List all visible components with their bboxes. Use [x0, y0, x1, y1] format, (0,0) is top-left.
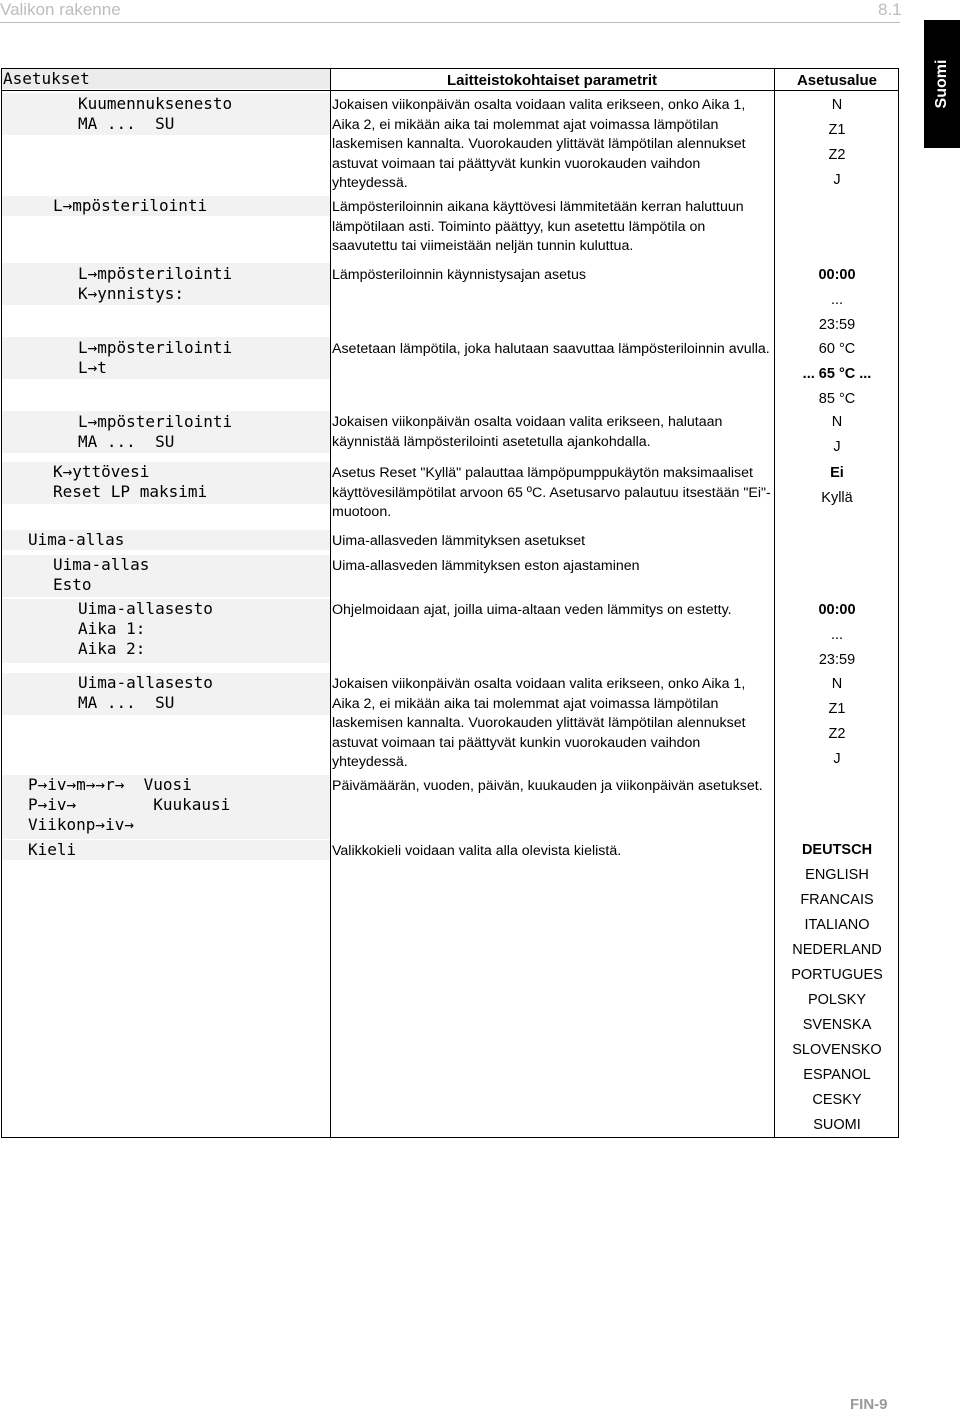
- value-item: POLSKY: [807, 992, 867, 1008]
- description-header: Laitteistokohtaiset parametrit: [446, 72, 658, 89]
- value-item: ...: [830, 627, 844, 643]
- value-item: Z2: [828, 726, 846, 742]
- value-item-default: DEUTSCH: [801, 842, 873, 858]
- value-item: Z1: [828, 701, 846, 717]
- description-pool-block-days: Jokaisen viikonpäivän osalta voidaan valita erikseen, onko Aika 1, Aika 2, ei mikään aika tai molemmat ajat voimassa lämpötilan laskemisen kannalta. Vuorokauden ylittävät lämpötilan alennukset astuvat voimaan tai päättyvät kunkin vuorokauden vaihdon yhteydessä.: [332, 676, 746, 770]
- description-overheat-protection: Jokaisen viikonpäivän osalta voidaan valita erikseen, onko Aika 1, Aika 2, ei mikään aika tai molemmat ajat voimassa lämpötilan laskemisen kannalta. Vuorokauden ylittävät lämpötilan alennukset astuvat voimaan tai päättyvät kunkin vuorokauden vaihdon yhteydessä.: [332, 97, 746, 191]
- value-item: J: [833, 751, 841, 767]
- value-item: SVENSKA: [802, 1017, 872, 1033]
- menu-item-disinfection-temp: L→mpösterilointi L→t: [78, 338, 233, 377]
- value-item: NEDERLAND: [792, 942, 882, 958]
- menu-item-pool-block-days: Uima-allasesto MA ... SU: [78, 673, 213, 712]
- value-item-default: ... 65 °C ...: [802, 366, 872, 382]
- values-disinfection-temp: [776, 337, 898, 412]
- value-item: Kyllä: [821, 490, 853, 506]
- menu-item-pool: Uima-allas: [28, 530, 125, 549]
- column-divider-2: [774, 69, 775, 1137]
- description-date: Päivämäärän, vuoden, päivän, kuukauden ja viikonpäivän asetukset.: [332, 778, 763, 794]
- value-item-default: 00:00: [818, 267, 856, 283]
- menu-item-date: P→iv→m→→r→ Vuosi P→iv→ Kuukausi Viikonp→iv→: [28, 775, 231, 834]
- description-disinfection-days: Jokaisen viikonpäivän osalta voidaan valita erikseen, halutaan käynnistää lämpösterilointi asetetulla ajankohdalla.: [332, 414, 723, 450]
- menu-item-hot-water-reset: K→yttövesi Reset LP maksimi: [53, 462, 208, 501]
- value-item: 23:59: [818, 652, 856, 668]
- menu-header: Asetukset: [3, 69, 90, 88]
- column-divider-1: [330, 69, 331, 1137]
- values-pool-block-days: [776, 672, 898, 772]
- value-item: SLOVENSKO: [792, 1042, 882, 1058]
- values-disinfection-days: [776, 410, 898, 460]
- value-item: J: [833, 439, 841, 455]
- values-pool-block-times: [776, 598, 898, 673]
- values-hot-water-reset: [776, 461, 898, 511]
- menu-item-pool-block: Uima-allas Esto: [53, 555, 150, 594]
- value-item: N: [831, 97, 843, 113]
- description-pool: Uima-allasveden lämmityksen asetukset: [332, 533, 586, 549]
- values-disinfection-start: [776, 263, 898, 338]
- value-item: PORTUGUES: [791, 967, 883, 983]
- description-disinfection-temp: Asetetaan lämpötila, joka halutaan saavuttaa lämpösteriloinnin avulla.: [332, 341, 770, 357]
- menu-item-language: Kieli: [28, 840, 77, 859]
- value-item: ...: [830, 292, 844, 308]
- language-tab: [924, 20, 960, 148]
- menu-item-thermal-disinfection: L→mpösterilointi: [53, 196, 208, 215]
- description-hot-water-reset: Asetus Reset "Kyllä" palauttaa lämpöpumppukäytön maksimaaliset käyttövesilämpötilat arvoon 65 ºC. Asetusarvo palautuu itsestään "Ei"-muotoon.: [332, 465, 771, 520]
- menu-item-overheat-protection: Kuumennuksenesto MA ... SU: [78, 94, 233, 133]
- page-number: FIN-9: [850, 1396, 888, 1413]
- description-pool-block-times: Ohjelmoidaan ajat, joilla uima-altaan veden lämmitys on estetty.: [332, 602, 732, 618]
- value-item: N: [831, 676, 843, 692]
- description-language: Valikkokieli voidaan valita alla olevista kielistä.: [332, 843, 622, 859]
- value-item: FRANCAIS: [800, 892, 874, 908]
- menu-item-disinfection-days: L→mpösterilointi MA ... SU: [78, 412, 233, 451]
- value-item: 23:59: [818, 317, 856, 333]
- page-header-section: 8.1: [878, 0, 902, 19]
- value-item: J: [833, 172, 841, 188]
- description-disinfection-start: Lämpösteriloinnin käynnistysajan asetus: [332, 267, 586, 283]
- description-pool-block: Uima-allasveden lämmityksen eston ajastaminen: [332, 558, 640, 574]
- menu-item-pool-block-times: Uima-allasesto Aika 1: Aika 2:: [78, 599, 213, 658]
- values-overheat-protection: [776, 93, 898, 193]
- value-item: Z1: [828, 122, 846, 138]
- value-item: 60 °C: [818, 341, 856, 357]
- header-divider: [0, 22, 900, 23]
- page-header-title: Valikon rakenne: [0, 0, 121, 19]
- value-header: Asetusalue: [796, 72, 878, 89]
- value-item: N: [831, 414, 843, 430]
- value-item-default: Ei: [830, 465, 844, 481]
- value-item: CESKY: [812, 1092, 862, 1108]
- value-item: ENGLISH: [805, 867, 869, 883]
- menu-band-8: [2, 555, 330, 597]
- value-item: ITALIANO: [804, 917, 870, 933]
- value-item: 85 °C: [818, 391, 856, 407]
- menu-item-disinfection-start: L→mpösterilointi K→ynnistys:: [78, 264, 233, 303]
- values-language: [776, 838, 898, 1138]
- language-tab-label: Suomi: [933, 59, 950, 109]
- value-item: SUOMI: [813, 1117, 861, 1133]
- header-row-divider: [2, 90, 898, 91]
- value-item: ESPANOL: [803, 1067, 871, 1083]
- description-thermal-disinfection: Lämpösteriloinnin aikana käyttövesi lämmitetään kerran haluttuun lämpötilaan asti. Toiminto päättyy, kun asetettu lämpötila on saavutettu tai viimeistään neljän tunnin kuluttua.: [332, 199, 744, 254]
- value-item: Z2: [828, 147, 846, 163]
- value-item-default: 00:00: [818, 602, 856, 618]
